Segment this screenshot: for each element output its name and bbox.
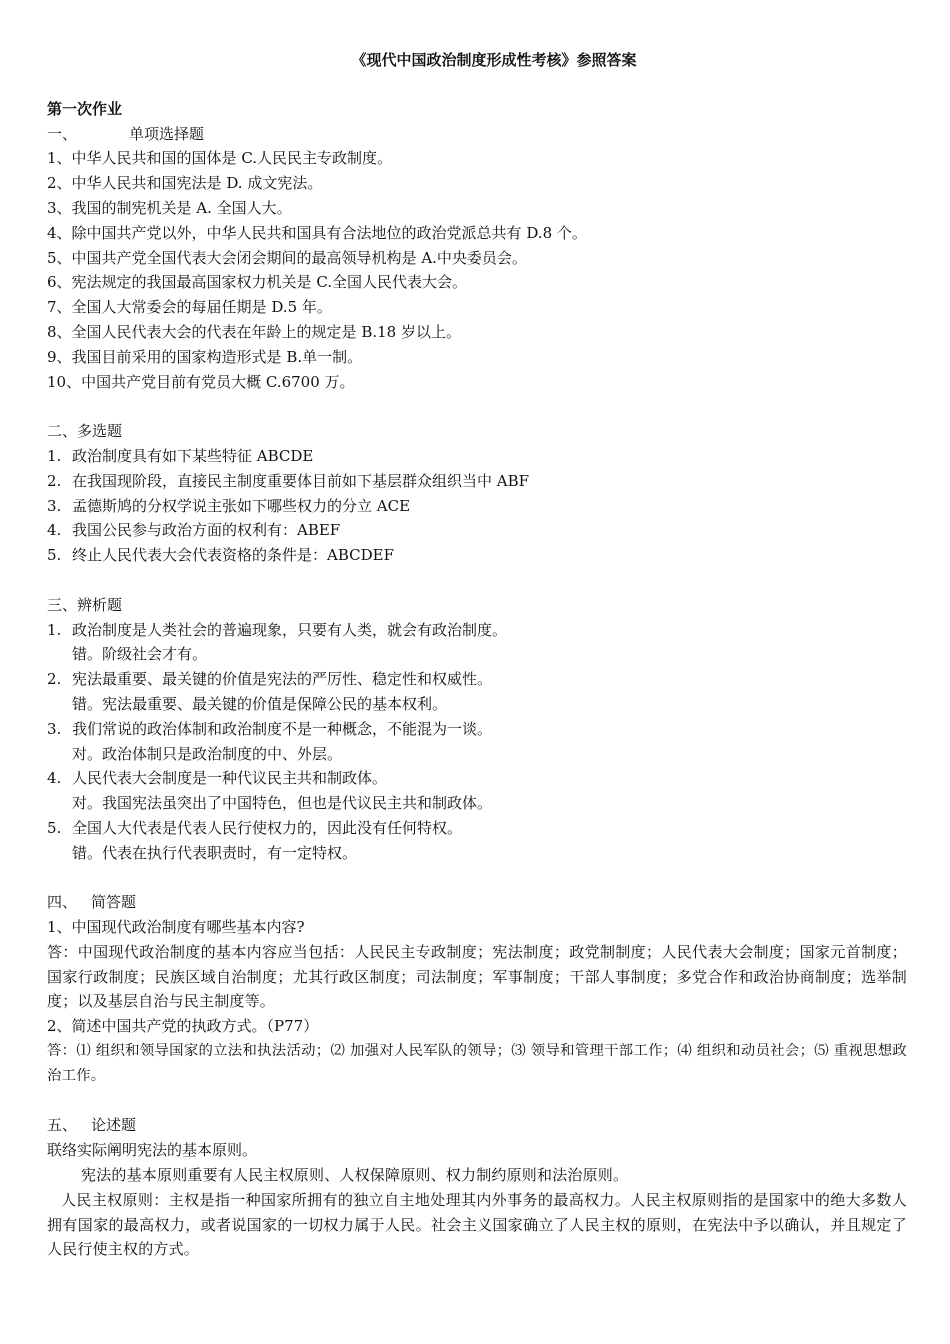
section-1-number: 一、 <box>47 124 78 143</box>
list-item <box>47 494 907 519</box>
list-item: 6、宪法规定的我国最高国家权力机关是 C.全国人民代表大会。 <box>47 273 468 292</box>
answer-line: 对。政治体制只是政治制度的中、外层。 <box>72 744 343 763</box>
short-answer-answer-2: 答：⑴ 组织和领导国家的立法和执法活动；⑵ 加强对人民军队的领导；⑶ 领导和管理干部工作；⑷ 组织和动员社会；⑸ 重视思想政治工作。 <box>47 1043 907 1084</box>
list-item: 10、中国共产党目前有党员大概 C.6700 万。 <box>47 372 355 391</box>
item-number: 1. <box>47 620 62 639</box>
list-item: 4、除中国共产党以外，中华人民共和国具有合法地位的政治党派总共有 D.8 个。 <box>47 223 587 242</box>
list-item <box>47 444 907 469</box>
list-item: 3、我国的制宪机关是 A. 全国人大。 <box>47 198 292 217</box>
item-text: 政治制度具有如下某些特征 ABCDE <box>72 446 314 465</box>
section-5-number: 五、 <box>47 1116 78 1135</box>
document-title: 《现代中国政治制度形成性考核》参照答案 <box>351 51 637 69</box>
answer-line: 对。我国宪法虽突出了中国特色，但也是代议民主共和制政体。 <box>72 794 493 813</box>
item-number: 5. <box>47 546 62 565</box>
question-line <box>47 618 907 643</box>
list-item: 9、我国目前采用的国家构造形式是 B.单一制。 <box>47 347 363 366</box>
short-answer-question-2: 2、简述中国共产党的执政方式。（P77） <box>47 1017 319 1036</box>
question-text: 人民代表大会制度是一种代议民主共和制政体。 <box>72 769 388 788</box>
list-item: 2、中华人民共和国宪法是 D. 成文宪法。 <box>47 174 323 193</box>
question-text: 全国人大代表是代表人民行使权力的，因此没有任何特权。 <box>72 818 463 837</box>
list-item: 1、中华人民共和国的国体是 C.人民民主专政制度。 <box>47 149 393 168</box>
section-1-list <box>47 146 907 394</box>
question-line <box>47 667 907 692</box>
item-number: 2. <box>47 471 62 490</box>
short-answer-question-1: 1、中国现代政治制度有哪些基本内容? <box>47 918 305 937</box>
section-5-title: 论述题 <box>91 1116 137 1135</box>
item-number: 5. <box>47 818 62 837</box>
short-answer-answer-1: 答：中国现代政治制度的基本内容应当包括：人民民主专政制度；宪法制度；政党制制度；人民代表大会制度；国家元首制度；国家行政制度；民族区域自治制度；尤其行政区制度；司法制度；军事制度；干部人事制度；多党合作和政治协商制度；选举制度；以及基层自治与民主制度等。 <box>47 942 907 1011</box>
question-line <box>47 766 907 791</box>
item-number: 4. <box>47 521 62 540</box>
item-text: 在我国现阶段，直接民主制度重要体目前如下基层群众组织当中 ABF <box>72 471 530 490</box>
list-item: 5、中国共产党全国代表大会闭会期间的最高领导机构是 A.中央委员会。 <box>47 248 527 267</box>
section-3-list <box>47 618 907 866</box>
item-number: 4. <box>47 769 62 788</box>
question-text: 政治制度是人类社会的普遍现象，只要有人类，就会有政治制度。 <box>72 620 508 639</box>
essay-paragraph: 宪法的基本原则重要有人民主权原则、人权保障原则、权力制约原则和法治原则。 <box>81 1166 629 1185</box>
section-2-list <box>47 444 907 568</box>
section-3-heading: 三、辨析题 <box>47 595 123 614</box>
item-number: 3. <box>47 496 62 515</box>
essay-question: 联络实际阐明宪法的基本原则。 <box>47 1141 258 1160</box>
item-number: 2. <box>47 670 62 689</box>
question-line <box>47 816 907 841</box>
section-5-heading <box>47 1113 907 1138</box>
question-text: 我们常说的政治体制和政治制度不是一种概念，不能混为一谈。 <box>72 719 493 738</box>
item-text: 孟德斯鸠的分权学说主张如下哪些权力的分立 ACE <box>72 496 411 515</box>
question-text: 宪法最重要、最关键的价值是宪法的严厉性、稳定性和权威性。 <box>72 670 493 689</box>
section-1-heading <box>47 122 907 147</box>
item-text: 终止人民代表大会代表资格的条件是：ABCDEF <box>72 546 394 565</box>
list-item <box>47 543 907 568</box>
section-1-title: 单项选择题 <box>129 124 205 143</box>
list-item: 7、全国人大常委会的每届任期是 D.5 年。 <box>47 298 332 317</box>
section-4-heading <box>47 890 907 915</box>
assignment-heading: 第一次作业 <box>47 99 123 118</box>
section-4-title: 简答题 <box>91 893 137 912</box>
answer-line: 错。阶级社会才有。 <box>72 645 208 664</box>
document-page <box>47 48 907 1262</box>
list-item: 8、全国人民代表大会的代表在年龄上的规定是 B.18 岁以上。 <box>47 322 461 341</box>
item-number: 3. <box>47 719 62 738</box>
item-text: 我国公民参与政治方面的权利有：ABEF <box>72 521 341 540</box>
list-item <box>47 518 907 543</box>
question-line <box>47 717 907 742</box>
essay-paragraph: 人民主权原则：主权是指一种国家所拥有的独立自主地处理其内外事务的最高权力。人民主权原则指的是国家中的绝大多数人拥有国家的最高权力，或者说国家的一切权力属于人民。社会主义国家确立了人民主权的原则，在宪法中予以确认，并且规定了人民行使主权的方式。 <box>47 1190 907 1259</box>
section-4-number: 四、 <box>47 893 78 912</box>
list-item <box>47 469 907 494</box>
section-2-heading: 二、多选题 <box>47 422 123 441</box>
answer-line: 错。代表在执行代表职责时，有一定特权。 <box>72 843 358 862</box>
answer-line: 错。宪法最重要、最关键的价值是保障公民的基本权利。 <box>72 694 448 713</box>
item-number: 1. <box>47 446 62 465</box>
